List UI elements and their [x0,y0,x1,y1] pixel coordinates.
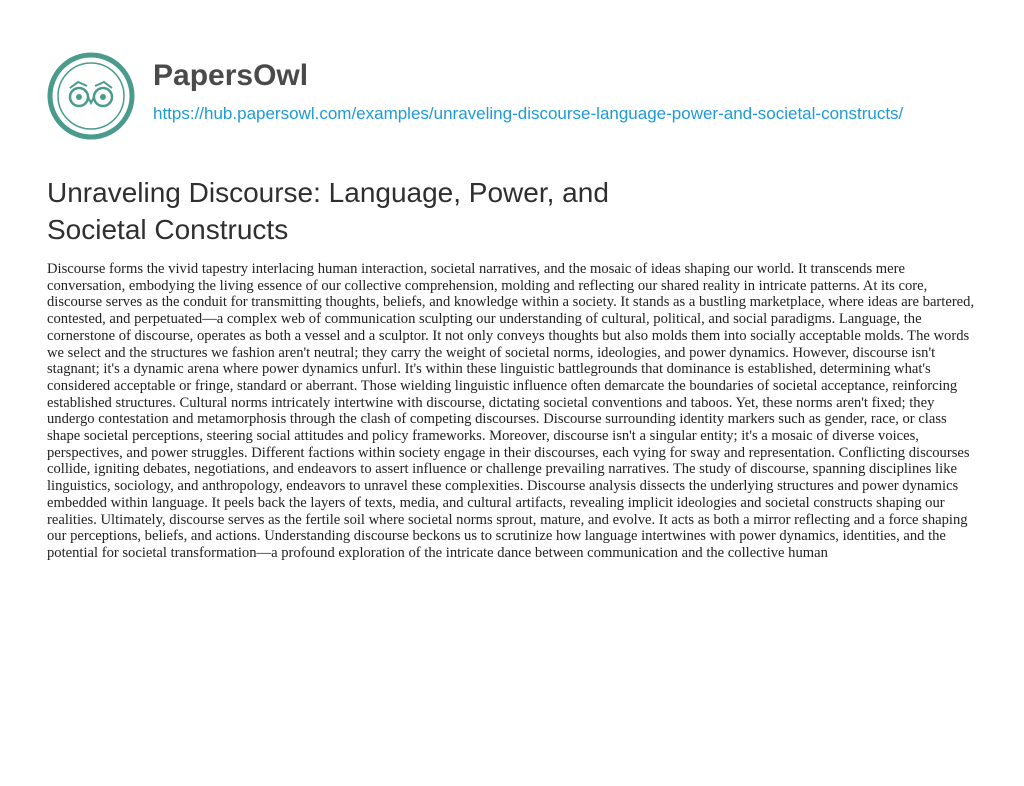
brand-name[interactable]: PapersOwl [153,59,309,92]
page-title: Unraveling Discourse: Language, Power, and Societal Constructs [47,177,609,245]
site-header [47,52,987,152]
source-url-link[interactable]: https://hub.papersowl.com/examples/unraveling-discourse-language-power-and-societal-constructs/ [153,104,904,123]
brand-block [153,58,983,125]
article-body: Discourse forms the vivid tapestry interlacing human interaction, societal narratives, and the mosaic of ideas shaping our world. It transcends mere conversation, embodying the living essence of our collective comprehension, molding and reflecting our shared reality in intricate patterns. At its core, discourse serves as the conduit for transmitting thoughts, beliefs, and knowledge within a society. It stands as a bustling marketplace, where ideas are bartered, contested, and perpetuated—a complex web of communication sculpting our understanding of cultural, political, and social paradigms. Language, the cornerstone of discourse, operates as both a vessel and a sculptor. It not only conveys thoughts but also molds them into socially acceptable molds. The words we select and the structures we fashion aren't neutral; they carry the weight of societal norms, ideologies, and power dynamics. However, discourse isn't stagnant; it's a dynamic arena where power dynamics unfurl. It's within these linguistic battlegrounds that dominance is established, determining what's considered acceptable or fringe, standard or aberrant. Those wielding linguistic influence often demarcate the boundaries of societal acceptance, reinforcing established structures. Cultural norms intricately intertwine with discourse, dictating societal conventions and taboos. Yet, these norms aren't fixed; they undergo contestation and metamorphosis through the clash of competing discourses. Discourse surrounding identity markers such as gender, race, or class shape societal perceptions, steering social attitudes and policy frameworks. Moreover, discourse isn't a singular entity; it's a mosaic of diverse voices, perspectives, and power struggles. Different factions within society engage in their discourses, each vying for sway and representation. Conflicting discourses collide, igniting debates, negotiations, and endeavors to assert influence or challenge prevailing narratives. The study of discourse, spanning disciplines like linguistics, sociology, and anthropology, endeavors to unravel these complexities. Discourse analysis dissects the underlying structures and power dynamics embedded within language. It peels back the layers of texts, media, and cultural artifacts, revealing implicit ideologies and societal constructs shaping our realities. Ultimately, discourse serves as the fertile soil where societal norms sprout, mature, and evolve. It acts as both a mirror reflecting and a force shaping our perceptions, beliefs, and actions. Understanding discourse beckons us to scrutinize how language intertwines with power dynamics, identities, and the potential for societal transformation—a profound exploration of the intricate dance between communication and the collective human [47,261,975,561]
owl-logo-icon[interactable] [47,52,135,140]
